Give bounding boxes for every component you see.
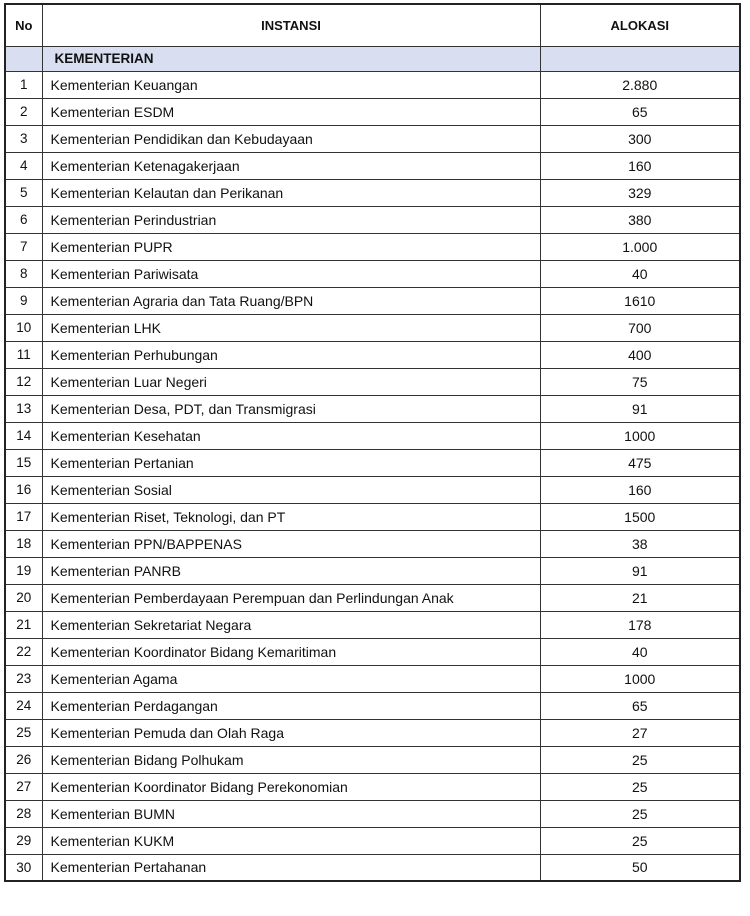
row-number: 6 xyxy=(5,206,42,233)
table-row xyxy=(5,611,740,638)
row-number: 28 xyxy=(5,800,42,827)
row-instansi: Kementerian BUMN xyxy=(42,800,540,827)
row-instansi: Kementerian Perdagangan xyxy=(42,692,540,719)
row-instansi: Kementerian PPN/BAPPENAS xyxy=(42,530,540,557)
row-alokasi: 400 xyxy=(540,341,740,368)
row-alokasi: 475 xyxy=(540,449,740,476)
row-alokasi: 700 xyxy=(540,314,740,341)
row-alokasi: 91 xyxy=(540,395,740,422)
row-alokasi: 25 xyxy=(540,827,740,854)
row-instansi: Kementerian Desa, PDT, dan Transmigrasi xyxy=(42,395,540,422)
row-instansi: Kementerian Perhubungan xyxy=(42,341,540,368)
row-number: 21 xyxy=(5,611,42,638)
row-instansi: Kementerian Sosial xyxy=(42,476,540,503)
row-alokasi: 329 xyxy=(540,179,740,206)
row-alokasi: 300 xyxy=(540,125,740,152)
table-row xyxy=(5,179,740,206)
row-instansi: Kementerian KUKM xyxy=(42,827,540,854)
header-no: No xyxy=(5,4,42,46)
header-row xyxy=(5,4,740,46)
row-number: 30 xyxy=(5,854,42,881)
table-row xyxy=(5,719,740,746)
section-row xyxy=(5,46,740,71)
table-row xyxy=(5,854,740,881)
row-instansi: Kementerian Pemberdayaan Perempuan dan Perlindungan Anak xyxy=(42,584,540,611)
table-row xyxy=(5,71,740,98)
row-instansi: Kementerian Pendidikan dan Kebudayaan xyxy=(42,125,540,152)
row-alokasi: 40 xyxy=(540,260,740,287)
row-instansi: Kementerian Kesehatan xyxy=(42,422,540,449)
header-alokasi: ALOKASI xyxy=(540,4,740,46)
row-number: 20 xyxy=(5,584,42,611)
row-number: 25 xyxy=(5,719,42,746)
row-number: 10 xyxy=(5,314,42,341)
row-number: 3 xyxy=(5,125,42,152)
table-body xyxy=(5,46,740,881)
table-row xyxy=(5,557,740,584)
table-row xyxy=(5,584,740,611)
allocation-table-container xyxy=(4,3,741,882)
row-number: 12 xyxy=(5,368,42,395)
row-alokasi: 1.000 xyxy=(540,233,740,260)
row-number: 2 xyxy=(5,98,42,125)
row-instansi: Kementerian Pertahanan xyxy=(42,854,540,881)
table-row xyxy=(5,395,740,422)
row-number: 27 xyxy=(5,773,42,800)
row-number: 22 xyxy=(5,638,42,665)
row-alokasi: 1500 xyxy=(540,503,740,530)
row-instansi: Kementerian Ketenagakerjaan xyxy=(42,152,540,179)
table-row xyxy=(5,125,740,152)
row-alokasi: 1000 xyxy=(540,665,740,692)
row-instansi: Kementerian Agama xyxy=(42,665,540,692)
row-alokasi: 50 xyxy=(540,854,740,881)
row-number: 7 xyxy=(5,233,42,260)
row-instansi: Kementerian Sekretariat Negara xyxy=(42,611,540,638)
row-alokasi: 65 xyxy=(540,692,740,719)
row-alokasi: 178 xyxy=(540,611,740,638)
row-alokasi: 40 xyxy=(540,638,740,665)
row-alokasi: 75 xyxy=(540,368,740,395)
row-instansi: Kementerian LHK xyxy=(42,314,540,341)
row-alokasi: 65 xyxy=(540,98,740,125)
row-instansi: Kementerian PANRB xyxy=(42,557,540,584)
table-row xyxy=(5,827,740,854)
row-instansi: Kementerian Perindustrian xyxy=(42,206,540,233)
table-row xyxy=(5,503,740,530)
row-alokasi: 21 xyxy=(540,584,740,611)
table-row xyxy=(5,800,740,827)
row-alokasi: 27 xyxy=(540,719,740,746)
row-instansi: Kementerian Koordinator Bidang Perekonomian xyxy=(42,773,540,800)
row-number: 15 xyxy=(5,449,42,476)
header-instansi: INSTANSI xyxy=(42,4,540,46)
row-instansi: Kementerian ESDM xyxy=(42,98,540,125)
row-alokasi: 25 xyxy=(540,773,740,800)
row-instansi: Kementerian Pertanian xyxy=(42,449,540,476)
row-instansi: Kementerian Riset, Teknologi, dan PT xyxy=(42,503,540,530)
row-alokasi: 25 xyxy=(540,800,740,827)
section-alokasi-cell xyxy=(540,46,740,71)
table-row xyxy=(5,476,740,503)
row-number: 8 xyxy=(5,260,42,287)
row-instansi: Kementerian Koordinator Bidang Kemaritiman xyxy=(42,638,540,665)
table-row xyxy=(5,530,740,557)
row-number: 9 xyxy=(5,287,42,314)
row-number: 11 xyxy=(5,341,42,368)
row-number: 24 xyxy=(5,692,42,719)
row-number: 17 xyxy=(5,503,42,530)
row-number: 5 xyxy=(5,179,42,206)
row-number: 16 xyxy=(5,476,42,503)
row-alokasi: 91 xyxy=(540,557,740,584)
section-no-cell xyxy=(5,46,42,71)
row-number: 18 xyxy=(5,530,42,557)
table-row xyxy=(5,206,740,233)
table-row xyxy=(5,98,740,125)
table-header xyxy=(5,4,740,46)
row-number: 13 xyxy=(5,395,42,422)
table-row xyxy=(5,368,740,395)
table-row xyxy=(5,449,740,476)
row-number: 23 xyxy=(5,665,42,692)
row-instansi: Kementerian Bidang Polhukam xyxy=(42,746,540,773)
table-row xyxy=(5,233,740,260)
row-number: 19 xyxy=(5,557,42,584)
row-alokasi: 160 xyxy=(540,152,740,179)
row-instansi: Kementerian Kelautan dan Perikanan xyxy=(42,179,540,206)
table-row xyxy=(5,638,740,665)
row-instansi: Kementerian Luar Negeri xyxy=(42,368,540,395)
table-row xyxy=(5,665,740,692)
table-row xyxy=(5,260,740,287)
row-alokasi: 38 xyxy=(540,530,740,557)
table-row xyxy=(5,152,740,179)
row-number: 26 xyxy=(5,746,42,773)
table-row xyxy=(5,773,740,800)
row-instansi: Kementerian Keuangan xyxy=(42,71,540,98)
row-alokasi: 160 xyxy=(540,476,740,503)
row-instansi: Kementerian Pemuda dan Olah Raga xyxy=(42,719,540,746)
row-alokasi: 25 xyxy=(540,746,740,773)
row-number: 29 xyxy=(5,827,42,854)
table-row xyxy=(5,422,740,449)
table-row xyxy=(5,692,740,719)
row-alokasi: 1000 xyxy=(540,422,740,449)
allocation-table xyxy=(4,3,741,882)
section-label: KEMENTERIAN xyxy=(42,46,540,71)
table-row xyxy=(5,287,740,314)
table-row xyxy=(5,341,740,368)
row-instansi: Kementerian PUPR xyxy=(42,233,540,260)
row-number: 1 xyxy=(5,71,42,98)
row-instansi: Kementerian Agraria dan Tata Ruang/BPN xyxy=(42,287,540,314)
row-alokasi: 2.880 xyxy=(540,71,740,98)
table-row xyxy=(5,746,740,773)
row-instansi: Kementerian Pariwisata xyxy=(42,260,540,287)
row-number: 14 xyxy=(5,422,42,449)
row-number: 4 xyxy=(5,152,42,179)
row-alokasi: 380 xyxy=(540,206,740,233)
table-row xyxy=(5,314,740,341)
row-alokasi: 1610 xyxy=(540,287,740,314)
